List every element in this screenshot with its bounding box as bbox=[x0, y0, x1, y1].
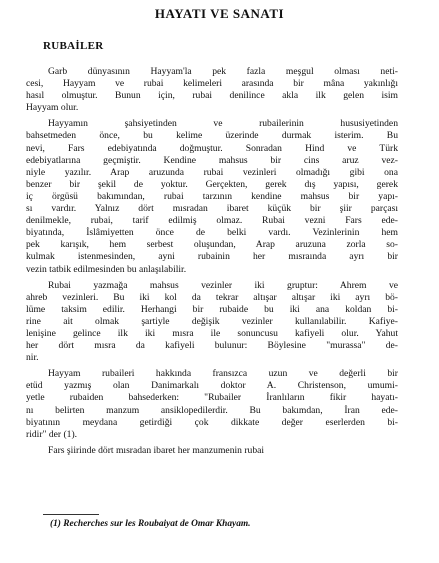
text-line: Hayyamın şahsiyetinden ve rubailerinin hususiyetinden bbox=[48, 118, 398, 130]
text-line: etüd yazmış olan Danimarkalı doktor A. Christenson, umumi- bbox=[26, 380, 398, 392]
text-line: ridir" der (1). bbox=[26, 428, 78, 440]
paragraph bbox=[26, 280, 398, 365]
paragraph bbox=[26, 368, 398, 441]
text-line: iç örgüsü bakımından, rubai tarzının kendine mahsus bir yapı- bbox=[26, 190, 398, 202]
text-line: bahsetmeden önce, bu kelime üzerinde durmak isterim. Bu bbox=[26, 130, 398, 142]
text-line: rine ait olmak şartiyle değişik vezinler kullanılabilir. Kafiye- bbox=[26, 315, 398, 327]
footnote-divider bbox=[43, 514, 99, 515]
text-line: cesi, Hayyam ve rubai kelimeleri arasında bir mâna yakınlığı bbox=[26, 78, 398, 90]
text-line: Hayyam rubaileri hakkında fransızca uzun ve değerli bir bbox=[48, 368, 398, 380]
text-line: sı vardır. Yalnız dört mısradan ibaret küçük bir şiir parçası bbox=[26, 203, 398, 215]
text-line: Rubai yazmağa mahsus vezinler iki gruptur: Ahrem ve bbox=[48, 279, 398, 291]
text-line: lenişine gelince ilk iki mısra ile sonuncusu kafiyeli olur. Yahut bbox=[26, 327, 398, 339]
text-line: edebiyatlarına geçmiştir. Kendine mahsus bir cins aruz vez- bbox=[26, 154, 398, 166]
footnote: (1) Recherches sur les Roubaiyat de Omar Khayam. bbox=[50, 519, 251, 529]
text-line: hasıl olmuştur. Bunun için, rubai denilince akla ilk gelen isim bbox=[26, 90, 398, 102]
paragraph bbox=[26, 118, 398, 275]
text-line: her dört mısra da kafiyeli bulunur: Böylesine "murassa" de- bbox=[26, 340, 398, 352]
text-line: Garb dünyasının Hayyam'la pek fazla meşgul olması neti- bbox=[48, 66, 398, 77]
text-line: biyatının meydana getirdiği çok dikkate değer eserlerden bi- bbox=[26, 416, 398, 428]
text-line: Hayyam olur. bbox=[26, 102, 79, 114]
text-line: ahreb vezinleri. Bu iki kol da tekrar altışar altışar iki ayrı bö- bbox=[26, 291, 398, 303]
text-line: nı belirten manzum ansiklopedilerdir. Bu bakımdan, İran ede- bbox=[26, 404, 398, 416]
text-line: yetle rubaiden bahsederken: "Rubailer İranlıların fikir hayatı- bbox=[26, 392, 398, 404]
paragraph bbox=[26, 66, 398, 114]
text-line: pek karışık, hem serbest oluşundan, Arap aruzuna zorla so- bbox=[26, 239, 398, 251]
text-line: benzer bir şekil de yoktur. Gerçekten, gerek dış yapısı, gerek bbox=[26, 178, 398, 190]
text-line: biyatında, İslâmiyetten önce de belki vardı. Vezinlerinin hem bbox=[26, 227, 398, 239]
text-line: denilmekle, rubai, tarif edilmiş olmaz. Rubai vezni Fars ede- bbox=[26, 215, 398, 227]
text-line: vezin tatbik edilmesinden bu anlaşılabilir. bbox=[26, 263, 187, 275]
paragraph bbox=[26, 445, 398, 457]
text-line: nevi, Fars edebiyatında doğmuştur. Sonradan Hind ve Türk bbox=[26, 142, 398, 154]
text-line: nir. bbox=[26, 352, 39, 364]
text-line: Fars şiirinde dört mısradan ibaret her manzumenin rubai bbox=[48, 444, 265, 456]
running-head: HAYATI VE SANATI bbox=[154, 6, 285, 21]
section-title: RUBAİLER bbox=[43, 40, 104, 52]
body-text bbox=[26, 66, 398, 457]
text-line: lüme taksim edilir. Herhangi bir rubaide bu iki ana koldan bi- bbox=[26, 303, 398, 315]
text-line: niyle yazılır. Arap aruzunda rubai vezinleri olmadığı gibi ona bbox=[26, 166, 398, 178]
text-line: kulmak istenmesinden, ayni rubainin her mısraında ayrı bir bbox=[26, 251, 398, 263]
